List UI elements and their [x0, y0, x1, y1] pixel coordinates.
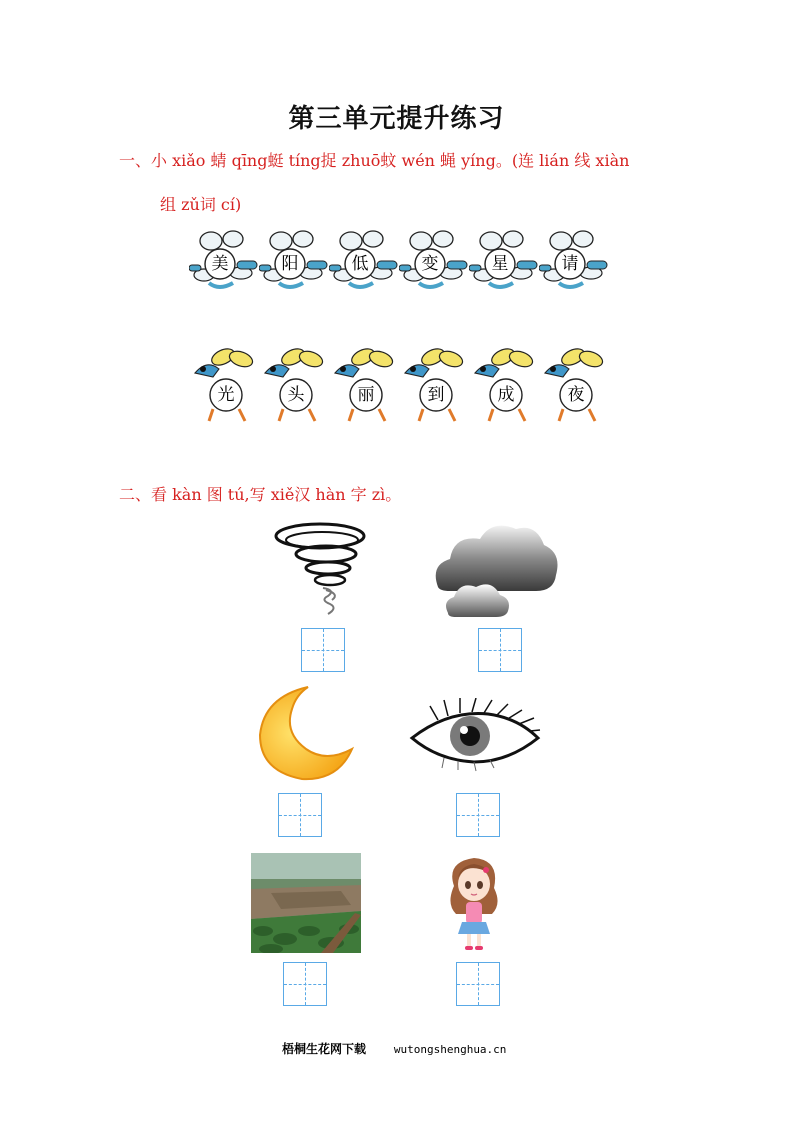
- dragonfly-card[interactable]: [399, 225, 469, 305]
- tornado-icon: [268, 518, 368, 618]
- character-label: 到: [427, 385, 445, 405]
- character-label: 请: [561, 254, 579, 274]
- page-title: 第三单元提升练习: [288, 104, 505, 134]
- writing-grid-box[interactable]: [278, 793, 322, 837]
- dragonfly-card[interactable]: [259, 225, 329, 305]
- footer: [282, 1040, 506, 1057]
- moon-icon: [250, 683, 354, 783]
- character-label: 头: [287, 385, 305, 405]
- fly-card[interactable]: [469, 345, 539, 425]
- fly-card[interactable]: [329, 345, 399, 425]
- character-label: 成: [497, 385, 515, 405]
- character-label: 光: [217, 385, 235, 405]
- dragonfly-card[interactable]: [469, 225, 539, 305]
- character-label: 丽: [357, 385, 375, 405]
- character-label: 星: [491, 254, 509, 274]
- character-label: 阳: [281, 254, 299, 274]
- fly-row: [189, 345, 609, 425]
- field-image: [251, 853, 361, 953]
- character-label: 夜: [567, 385, 585, 405]
- cloud-icon: [430, 515, 562, 619]
- dragonfly-row: [189, 225, 609, 305]
- writing-grid-box[interactable]: [456, 962, 500, 1006]
- eye-icon: [408, 698, 544, 772]
- writing-grid-box[interactable]: [283, 962, 327, 1006]
- footer-url[interactable]: wutongshenghua.cn: [393, 1043, 507, 1056]
- character-label: 变: [421, 254, 439, 274]
- writing-grid-box[interactable]: [456, 793, 500, 837]
- footer-brand: 梧桐生花网下载: [282, 1042, 367, 1056]
- question-1-line-2: 组 zǔ词 cí): [160, 195, 242, 214]
- girl-image: [444, 852, 504, 952]
- fly-card[interactable]: [189, 345, 259, 425]
- character-label: 低: [351, 254, 369, 274]
- question-2-instruction: 二、看 kàn 图 tú,写 xiě汉 hàn 字 zì。: [119, 485, 402, 504]
- character-label: 美: [211, 254, 229, 274]
- question-1-line-1: 一、小 xiǎo 蜻 qīng蜓 tíng捉 zhuō蚊 wén 蝇 yíng。(连 lián 线 xiàn: [119, 151, 630, 170]
- fly-card[interactable]: [399, 345, 469, 425]
- writing-grid-box[interactable]: [478, 628, 522, 672]
- writing-grid-box[interactable]: [301, 628, 345, 672]
- fly-card[interactable]: [259, 345, 329, 425]
- dragonfly-card[interactable]: [539, 225, 609, 305]
- dragonfly-card[interactable]: [329, 225, 399, 305]
- fly-card[interactable]: [539, 345, 609, 425]
- dragonfly-card[interactable]: [189, 225, 259, 305]
